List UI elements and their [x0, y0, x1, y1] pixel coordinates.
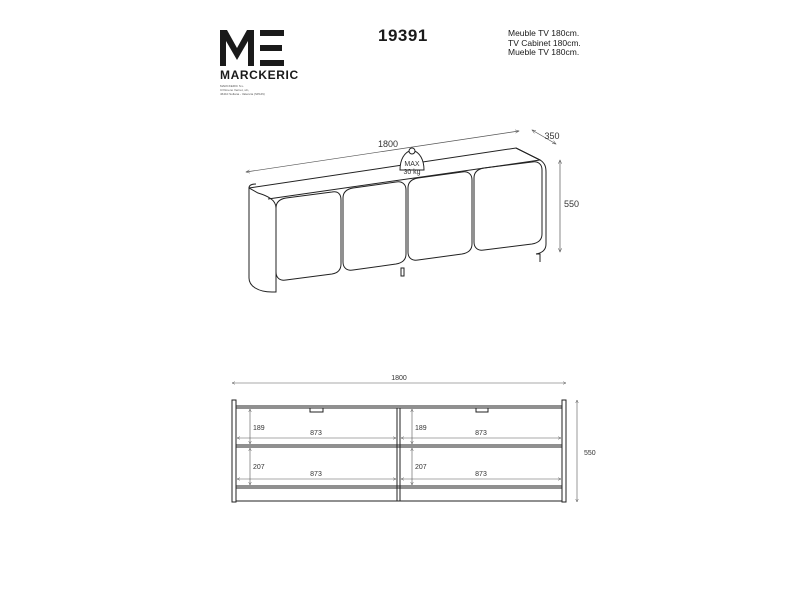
compartment-width-label: 873 [310, 430, 322, 437]
front-width-label: 1800 [391, 375, 407, 382]
cabinet-top [249, 148, 540, 199]
compartment-height-label: 189 [253, 425, 265, 432]
handle-left [310, 408, 323, 412]
left-side-panel [232, 400, 236, 502]
door-2 [343, 182, 406, 270]
product-reference: 19391 [378, 26, 428, 45]
compartment-height-label: 207 [415, 464, 427, 471]
depth-dimension-label: 350 [544, 131, 560, 141]
brand-name: MARCKERIC [220, 68, 299, 82]
center-leg [401, 268, 404, 276]
height-dimension-label: 550 [564, 199, 580, 209]
max-load-value: 30 kg [403, 169, 421, 176]
door-3 [408, 172, 472, 260]
perspective-view [249, 148, 546, 292]
compartment-width-label: 873 [475, 471, 487, 478]
handle-right [476, 408, 488, 412]
max-load-label: MAX [404, 161, 420, 168]
front-view [232, 400, 566, 502]
compartment-height-label: 189 [415, 425, 427, 432]
width-dimension-line [246, 131, 519, 172]
title-es: Mueble TV 180cm. [508, 47, 580, 57]
front-height-label: 550 [584, 450, 596, 457]
compartment-width-label: 873 [310, 471, 322, 478]
company-line: MARCKERIC S.L. [220, 84, 245, 88]
door-1 [276, 192, 341, 280]
width-dimension-label: 1800 [377, 139, 399, 149]
title-en: TV Cabinet 180cm. [508, 37, 581, 48]
company-line: C/Ximeno Vernet, s/n, [220, 88, 250, 92]
cabinet-left-side [249, 188, 276, 292]
company-line: 46410 Sollana - Valencia (SPAIN) [220, 92, 265, 96]
right-side-panel [562, 400, 566, 502]
door-4 [474, 162, 542, 250]
title-fr: Meuble TV 180cm. [508, 28, 580, 38]
compartment-height-label: 207 [253, 464, 265, 471]
right-leg [536, 254, 540, 262]
compartment-width-label: 873 [475, 430, 487, 437]
